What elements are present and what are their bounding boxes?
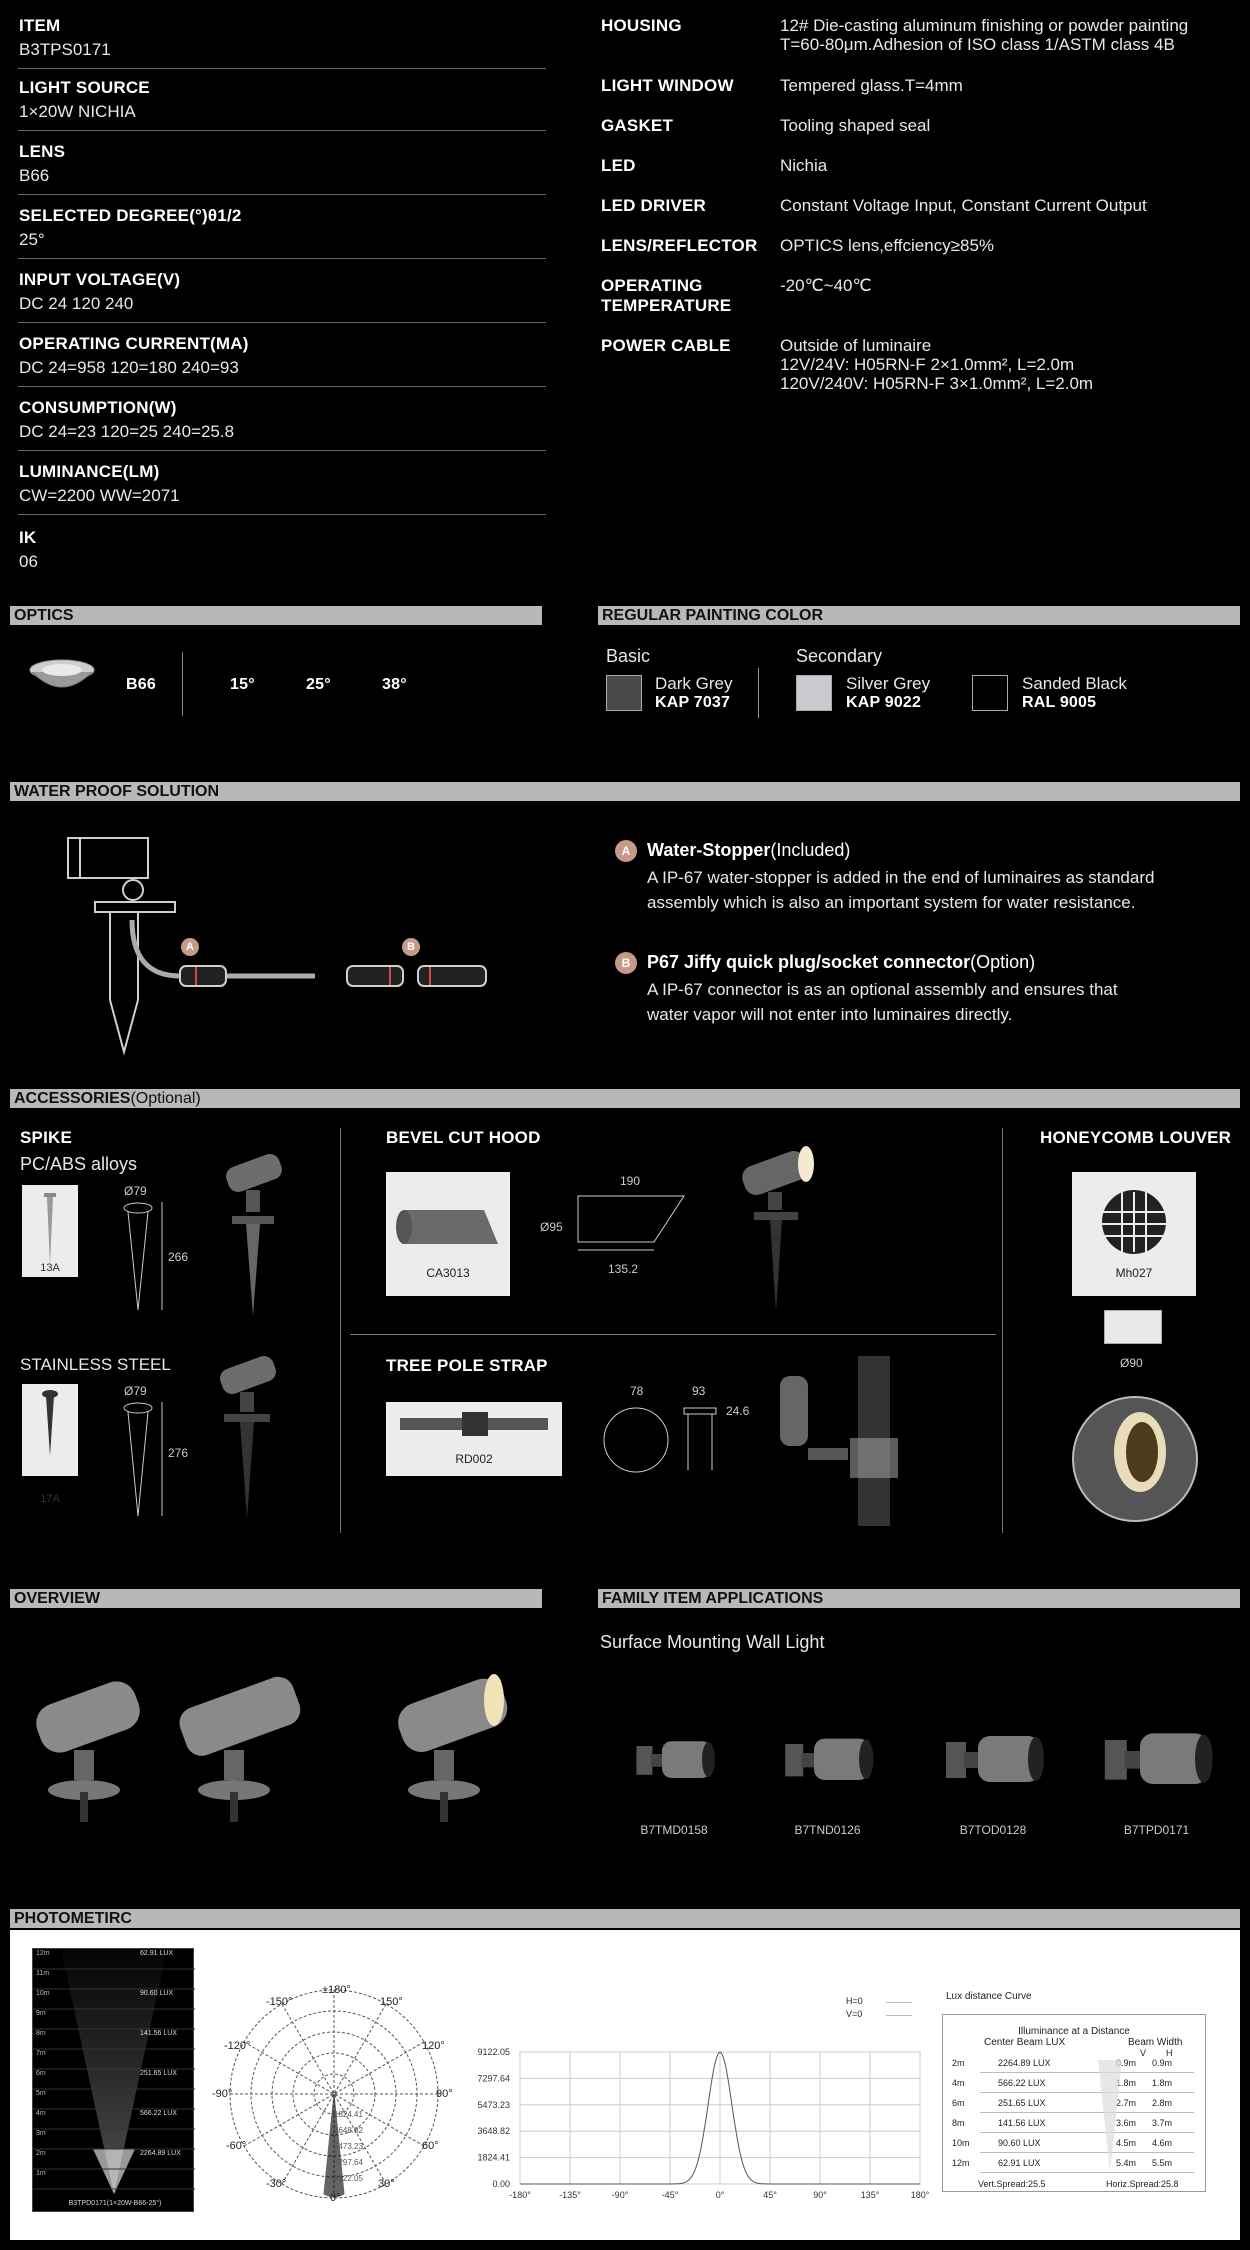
spec-value-line: T=60-80μm.Adhesion of ISO class 1/ASTM class 4B xyxy=(780,35,1175,54)
spec-value-line: 12# Die-casting aluminum finishing or powder painting xyxy=(780,16,1189,35)
cone-meter-label: 3m xyxy=(36,2130,46,2137)
spec-label: HOUSING xyxy=(601,16,682,35)
lux-row-distance: 10m xyxy=(952,2138,970,2148)
acc-divider-2 xyxy=(1002,1128,1003,1533)
lux-row-lux: 566.22 LUX xyxy=(998,2078,1046,2088)
optics-angle-3: 38° xyxy=(382,676,407,693)
lux-row-h: 0.9m xyxy=(1152,2058,1173,2068)
item-b-line-2: water vapor will not enter into luminaires directly. xyxy=(647,1005,1013,1024)
lux-row-distance: 4m xyxy=(952,2078,965,2088)
lens-image xyxy=(28,658,96,698)
spike-sub2: STAINLESS STEEL xyxy=(20,1355,171,1374)
cone-meter-label: 2m xyxy=(36,2150,46,2157)
spike-product-1 xyxy=(216,1150,290,1320)
strap-code: RD002 xyxy=(455,1452,493,1466)
curve-x-tick: 180° xyxy=(910,2190,930,2200)
waterproof-item-a-title xyxy=(647,840,850,861)
curve-y-tick: 5473.23 xyxy=(477,2099,510,2110)
item-a-line-2: assembly which is also an important system for water resistance. xyxy=(647,893,1136,912)
spec-value-line: Tooling shaped seal xyxy=(780,116,931,135)
spec-value-line: 12V/24V: H05RN-F 2×1.0mm², L=2.0m xyxy=(780,355,1075,374)
lux-row-v: 0.9m xyxy=(1116,2058,1137,2068)
lux-row-lux: 2264.89 LUX xyxy=(998,2058,1051,2068)
spec-separator xyxy=(18,194,546,195)
hood-code: CA3013 xyxy=(426,1266,470,1280)
lux-row-divider xyxy=(980,2132,1194,2133)
cone-lux-label: 90.60 LUX xyxy=(140,1990,174,1997)
lux-row-lux: 90.60 LUX xyxy=(998,2138,1041,2148)
family-item-code: B7TPD0171 xyxy=(1123,1823,1190,1837)
curve-x-tick: -180° xyxy=(509,2190,531,2200)
hood-bottom: 135.2 xyxy=(608,1262,639,1276)
strap-title: TREE POLE STRAP xyxy=(386,1356,548,1375)
cone-lux-label: 566.22 LUX xyxy=(140,2110,177,2117)
spike-dia-2: Ø79 xyxy=(124,1384,147,1398)
painting-bar: REGULAR PAINTING COLOR xyxy=(598,606,1240,625)
item-a-suffix: (Included) xyxy=(770,840,851,860)
spec-value-line: -20℃~40℃ xyxy=(780,276,872,295)
polar-chart xyxy=(224,1984,444,2204)
curve-x-tick: 135° xyxy=(860,2190,880,2200)
spec-label: POWER CABLE xyxy=(601,336,731,355)
accessories-bar xyxy=(10,1089,1240,1108)
family-item-code: B7TOD0128 xyxy=(959,1823,1027,1837)
spec-value: DC 24=23 120=25 240=25.8 xyxy=(19,422,235,441)
lux-table-foot-right: Horiz.Spread:25.8 xyxy=(1106,2179,1179,2189)
spike-title: SPIKE xyxy=(20,1128,73,1147)
spec-value-line: Nichia xyxy=(780,156,828,175)
polar-l150: -150° xyxy=(266,1996,293,2008)
strap-w2: 93 xyxy=(692,1384,706,1398)
louver-title: HONEYCOMB LOUVER xyxy=(1040,1128,1232,1147)
cone-lux-label: 62.91 LUX xyxy=(140,1950,174,1957)
waterproof-item-b-text xyxy=(647,977,1118,1027)
strap-drawing xyxy=(602,1398,726,1478)
cone-meter-label: 4m xyxy=(36,2110,46,2117)
color-code-2: KAP 9022 xyxy=(846,694,922,711)
color-name-3: Sanded Black xyxy=(1022,674,1127,693)
cone-meter-label: 10m xyxy=(36,1990,50,1997)
item-a-title: Water-Stopper xyxy=(647,840,771,860)
spec-separator xyxy=(18,322,546,323)
optics-angle-2: 25° xyxy=(306,676,331,693)
curve-legend-h-line xyxy=(886,2002,912,2003)
spec-label: GASKET xyxy=(601,116,674,135)
curve-legend-h: H=0 xyxy=(846,1996,863,2006)
spec-value: B66 xyxy=(19,166,50,185)
lux-row-divider xyxy=(980,2072,1194,2073)
spec-value: 1×20W NICHIA xyxy=(19,102,136,121)
curve-legend-v-line xyxy=(886,2015,912,2016)
family-item-code: B7TMD0158 xyxy=(640,1823,708,1837)
spec-label: LIGHT WINDOW xyxy=(601,76,734,95)
lux-row-h: 1.8m xyxy=(1152,2078,1173,2088)
spec-separator xyxy=(18,514,546,515)
polar-r150: 150° xyxy=(380,1996,403,2008)
lux-row-distance: 2m xyxy=(952,2058,965,2068)
cone-meter-label: 7m xyxy=(36,2050,46,2057)
spec-label: INPUT VOLTAGE(V) xyxy=(19,270,181,289)
curve-y-tick: 7297.64 xyxy=(477,2073,510,2084)
spec-label: LENS/REFLECTOR xyxy=(601,236,758,255)
cone-chart xyxy=(32,1948,194,2212)
spec-value-line: Constant Voltage Input, Constant Current Output xyxy=(780,196,1147,215)
optics-lens: B66 xyxy=(126,676,156,693)
curve-x-tick: 0° xyxy=(715,2190,725,2200)
family-bar: FAMILY ITEM APPLICATIONS xyxy=(598,1589,1240,1608)
louver-code: Mh027 xyxy=(1115,1266,1153,1280)
curve-x-tick: -90° xyxy=(611,2190,629,2200)
spec-value-line: Outside of luminaire xyxy=(780,336,932,355)
lux-table-h: H xyxy=(1166,2048,1173,2058)
spike-h-1: 266 xyxy=(168,1250,189,1264)
spec-separator xyxy=(18,68,546,69)
curve-y-tick: 3648.82 xyxy=(477,2126,510,2137)
family-product-image xyxy=(778,1726,877,1798)
spec-separator xyxy=(18,258,546,259)
item-a-line-1: A IP-67 water-stopper is added in the end of luminaires as standard xyxy=(647,868,1155,887)
spec-separator xyxy=(18,450,546,451)
strap-product xyxy=(776,1356,926,1526)
item-b-line-1: A IP-67 connector is as an optional assembly and ensures that xyxy=(647,980,1118,999)
polar-l30: -30° xyxy=(266,2178,287,2190)
cone-meter-label: 5m xyxy=(36,2090,46,2097)
badge-b: B xyxy=(615,952,637,974)
optics-divider xyxy=(182,652,183,716)
painting-basic-label: Basic xyxy=(606,646,651,666)
badge-a-drawing: A xyxy=(181,938,199,956)
cone-lux-label: 141.56 LUX xyxy=(140,2030,177,2037)
spec-label: LED DRIVER xyxy=(601,196,706,215)
optics-angle-1: 15° xyxy=(230,676,255,693)
lux-curve-chart xyxy=(460,2044,930,2210)
waterproof-item-a-text xyxy=(647,865,1154,915)
curve-x-tick: -45° xyxy=(661,2190,679,2200)
photometric-bar: PHOTOMETIRC xyxy=(10,1909,1240,1928)
lux-table-col1: Center Beam LUX xyxy=(984,2037,1066,2048)
polar-value-label: 3648.82 xyxy=(334,2126,363,2135)
lux-row-distance: 6m xyxy=(952,2098,965,2108)
lux-row-lux: 141.56 LUX xyxy=(998,2118,1046,2128)
spike-drawing-1 xyxy=(122,1200,166,1312)
spec-value-line: 120V/240V: H05RN-F 3×1.0mm², L=2.0m xyxy=(780,374,1094,393)
lux-row-v: 1.8m xyxy=(1116,2078,1137,2088)
polar-r120: 120° xyxy=(422,2040,445,2052)
lux-row-h: 2.8m xyxy=(1152,2098,1173,2108)
accessories-title: ACCESSORIES xyxy=(14,1090,131,1107)
lux-table-col2: Beam Width xyxy=(1128,2037,1183,2048)
color-name-2: Silver Grey xyxy=(846,674,931,693)
polar-l60: -60° xyxy=(226,2140,247,2152)
cone-lux-label: 251.65 LUX xyxy=(140,2070,177,2077)
louver-dia: Ø90 xyxy=(1120,1356,1143,1370)
lux-row-v: 2.7m xyxy=(1116,2098,1137,2108)
cone-meter-label: 9m xyxy=(36,2010,46,2017)
lux-row-h: 5.5m xyxy=(1152,2158,1173,2168)
cone-meter-label: 1m xyxy=(36,2170,46,2177)
acc-divider-1 xyxy=(340,1128,341,1533)
lux-table-heading: Illuminance at a Distance xyxy=(1018,2026,1130,2037)
curve-legend-v: V=0 xyxy=(846,2009,863,2019)
cone-lux-label: 2264.89 LUX xyxy=(140,2150,181,2157)
spec-value: 06 xyxy=(19,552,38,571)
lux-row-divider xyxy=(980,2112,1194,2113)
lux-row-v: 5.4m xyxy=(1116,2158,1137,2168)
spec-value: CW=2200 WW=2071 xyxy=(19,486,180,505)
spike-17a-photo xyxy=(22,1384,78,1476)
family-product-image xyxy=(938,1722,1048,1802)
cone-meter-label: 8m xyxy=(36,2030,46,2037)
lux-row-v: 3.6m xyxy=(1116,2118,1137,2128)
lux-row-divider xyxy=(980,2152,1194,2153)
spike-h-2: 276 xyxy=(168,1446,189,1460)
spec-label: LED xyxy=(601,156,636,175)
polar-value-label: 1824.41 xyxy=(334,2110,363,2119)
strap-w1: 78 xyxy=(630,1384,644,1398)
swatch-dark-grey xyxy=(606,675,642,711)
spec-label: ITEM xyxy=(19,16,61,35)
polar-value-label: 7297.64 xyxy=(334,2158,363,2167)
lux-row-lux: 251.65 LUX xyxy=(998,2098,1046,2108)
spec-value: 25° xyxy=(19,230,45,249)
spike-dia-1: Ø79 xyxy=(124,1184,147,1198)
color-name-1: Dark Grey xyxy=(655,674,733,693)
spec-separator xyxy=(18,130,546,131)
lux-row-v: 4.5m xyxy=(1116,2138,1137,2148)
polar-l90: -90° xyxy=(212,2088,233,2100)
badge-b-drawing: B xyxy=(402,938,420,956)
spike-code-2: 17A xyxy=(40,1493,60,1505)
lux-table-beam xyxy=(1098,2060,1122,2172)
spec-value: DC 24=958 120=180 240=93 xyxy=(19,358,239,377)
spec-value-line: OPTICS lens,effciency≥85% xyxy=(780,236,995,255)
hood-product xyxy=(728,1140,828,1316)
badge-a: A xyxy=(615,840,637,862)
spec-label: OPERATING CURRENT(MA) xyxy=(19,334,249,353)
swatch-sanded-black xyxy=(972,675,1008,711)
spec-label: LUMINANCE(LM) xyxy=(19,462,160,481)
overview-bar: OVERVIEW xyxy=(10,1589,542,1608)
spike-sub1: PC/ABS alloys xyxy=(20,1154,138,1174)
spike-code-1: 13A xyxy=(40,1262,60,1274)
acc-divider-3 xyxy=(350,1334,996,1335)
item-b-suffix: (Option) xyxy=(970,952,1036,972)
polar-top: ±180° xyxy=(322,1984,351,1996)
lux-row-divider xyxy=(980,2172,1194,2173)
spec-label: SELECTED DEGREE(°)θ1/2 xyxy=(19,206,242,225)
spec-label: LIGHT SOURCE xyxy=(19,78,150,97)
louver-disc xyxy=(1104,1310,1162,1344)
optics-bar: OPTICS xyxy=(10,606,542,625)
lux-row-h: 4.6m xyxy=(1152,2138,1173,2148)
curve-y-tick: 9122.05 xyxy=(477,2047,510,2057)
family-product-image xyxy=(1096,1718,1217,1806)
family-product-image xyxy=(630,1730,718,1794)
lux-table-v: V xyxy=(1140,2048,1147,2058)
waterproof-item-b-title xyxy=(647,952,1035,973)
lux-row-distance: 12m xyxy=(952,2158,970,2168)
curve-title: Lux distance Curve xyxy=(946,1991,1032,2002)
waterproof-bar: WATER PROOF SOLUTION xyxy=(10,782,1240,801)
lux-table-foot-left: Vert.Spread:25.5 xyxy=(978,2179,1046,2189)
polar-value-label: 5473.23 xyxy=(334,2142,363,2151)
curve-y-tick: 0.00 xyxy=(492,2179,510,2189)
spec-label: IK xyxy=(19,528,37,547)
painting-divider xyxy=(758,668,759,718)
hood-drawing xyxy=(574,1186,694,1256)
swatch-silver-grey xyxy=(796,675,832,711)
spec-separator xyxy=(18,386,546,387)
hood-top: 190 xyxy=(620,1174,641,1188)
curve-x-tick: 45° xyxy=(763,2190,777,2200)
polar-r90: 90° xyxy=(436,2088,453,2100)
cone-meter-label: 11m xyxy=(36,1970,50,1977)
spec-label: OPERATING TEMPERATURE xyxy=(601,276,732,315)
accessories-suffix: (Optional) xyxy=(130,1090,201,1107)
color-code-1: KAP 7037 xyxy=(655,694,731,711)
spec-value-line: Tempered glass.T=4mm xyxy=(780,76,963,95)
polar-r30: 30° xyxy=(378,2178,395,2190)
strap-h: 24.6 xyxy=(726,1404,750,1418)
item-b-title: P67 Jiffy quick plug/socket connector xyxy=(647,952,971,972)
spec-value: DC 24 120 240 xyxy=(19,294,134,313)
family-item-code: B7TND0126 xyxy=(794,1823,861,1837)
cone-meter-label: 6m xyxy=(36,2070,46,2077)
polar-l120: -120° xyxy=(224,2040,251,2052)
spec-label: LENS xyxy=(19,142,66,161)
lux-row-distance: 8m xyxy=(952,2118,965,2128)
polar-value-label: 9122.05 xyxy=(334,2174,363,2183)
polar-r60: 60° xyxy=(422,2140,439,2152)
cone-caption: B3TPD0171(1×20W-B66-25°) xyxy=(68,2200,162,2207)
hood-title: BEVEL CUT HOOD xyxy=(386,1128,541,1147)
hood-dia: Ø95 xyxy=(540,1220,563,1234)
spike-product-2 xyxy=(210,1352,284,1522)
cone-meter-label: 12m xyxy=(36,1950,50,1957)
painting-secondary-label: Secondary xyxy=(796,646,883,666)
color-code-3: RAL 9005 xyxy=(1022,694,1097,711)
spike-drawing-2 xyxy=(122,1400,166,1518)
spec-value: B3TPS0171 xyxy=(19,40,111,59)
overview-products xyxy=(28,1672,508,1832)
lux-row-h: 3.7m xyxy=(1152,2118,1173,2128)
waterproof-drawing xyxy=(60,830,510,1060)
lux-row-divider xyxy=(980,2092,1194,2093)
spec-label: CONSUMPTION(W) xyxy=(19,398,177,417)
louver-product xyxy=(1070,1394,1200,1524)
lux-row-lux: 62.91 LUX xyxy=(998,2158,1041,2168)
curve-x-tick: -135° xyxy=(559,2190,581,2200)
curve-x-tick: 90° xyxy=(813,2190,827,2200)
curve-y-tick: 1824.41 xyxy=(477,2152,510,2163)
polar-bottom: 0° xyxy=(330,2192,341,2204)
family-subtitle: Surface Mounting Wall Light xyxy=(600,1632,825,1652)
